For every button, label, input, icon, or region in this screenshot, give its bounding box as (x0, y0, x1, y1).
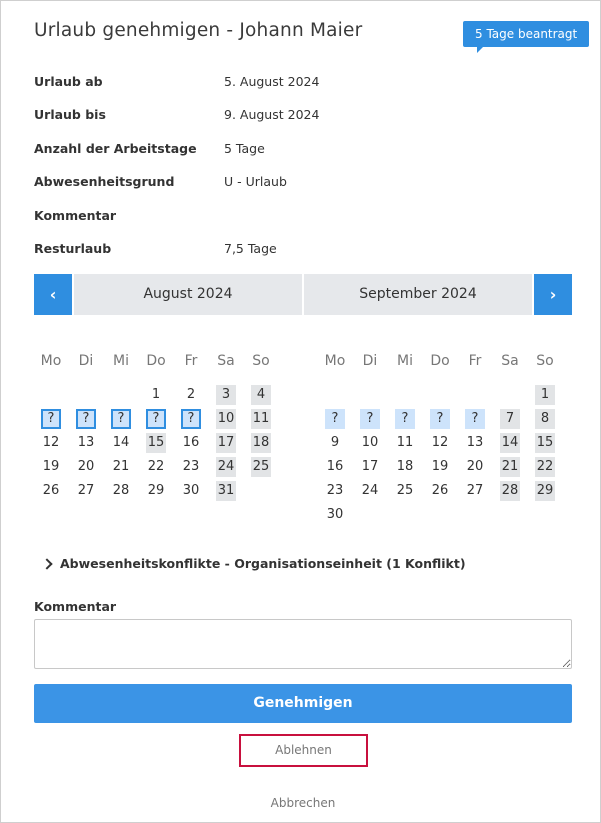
comment-label: Kommentar (34, 599, 117, 614)
calendar-day-pending[interactable]: ? (465, 409, 485, 429)
calendar-day-pending[interactable]: ? (181, 409, 201, 429)
weekday-header: Do (146, 353, 166, 369)
calendar-day[interactable]: 24 (216, 457, 236, 477)
weekday-header: Sa (501, 353, 519, 369)
calendar-day[interactable]: 15 (146, 433, 166, 453)
weekday-header: Fr (184, 353, 198, 369)
info-value: U - Urlaub (224, 174, 287, 189)
info-label: Urlaub bis (34, 107, 106, 122)
calendar-day[interactable]: 2 (186, 387, 196, 402)
calendar-day[interactable]: 26 (42, 483, 60, 498)
calendar-day[interactable]: 17 (216, 433, 236, 453)
chevron-left-icon: ‹ (49, 285, 57, 304)
info-label: Anzahl der Arbeitstage (34, 141, 197, 156)
calendar-day[interactable]: 31 (216, 481, 236, 501)
calendar-day[interactable]: 3 (216, 385, 236, 405)
calendar-day[interactable]: 22 (535, 457, 555, 477)
info-label: Resturlaub (34, 241, 112, 256)
calendar-day[interactable]: 12 (42, 435, 60, 450)
comment-input[interactable] (34, 619, 572, 669)
calendar-day[interactable]: 30 (326, 507, 344, 522)
calendar-day[interactable]: 28 (500, 481, 520, 501)
calendar-day[interactable]: 27 (466, 483, 484, 498)
info-label: Kommentar (34, 208, 117, 223)
calendar-day[interactable]: 9 (330, 435, 340, 450)
approve-button[interactable]: Genehmigen (34, 684, 572, 723)
calendar-day[interactable]: 25 (396, 483, 414, 498)
calendar-day[interactable]: 22 (147, 459, 165, 474)
info-label: Abwesenheitsgrund (34, 174, 175, 189)
calendar-day[interactable]: 24 (361, 483, 379, 498)
calendar-day-pending[interactable]: ? (360, 409, 380, 429)
weekday-header: Di (362, 353, 378, 369)
calendar-day[interactable]: 10 (361, 435, 379, 450)
calendar-day[interactable]: 26 (431, 483, 449, 498)
calendar-day[interactable]: 13 (77, 435, 95, 450)
dialog-title: Urlaub genehmigen - Johann Maier (34, 20, 363, 41)
reject-button[interactable]: Ablehnen (275, 743, 332, 757)
next-month-button[interactable] (534, 274, 572, 315)
info-value: 5. August 2024 (224, 74, 320, 89)
calendar-day[interactable]: 18 (251, 433, 271, 453)
calendar-day[interactable]: 20 (466, 459, 484, 474)
calendar-day[interactable]: 1 (535, 385, 555, 405)
calendar-day[interactable]: 11 (251, 409, 271, 429)
weekday-header: So (252, 353, 270, 369)
weekday-header: Mi (113, 353, 129, 369)
calendar-day[interactable]: 7 (500, 409, 520, 429)
calendar-day-pending[interactable]: ? (111, 409, 131, 429)
weekday-header: Mo (40, 353, 62, 369)
calendar-day[interactable]: 19 (431, 459, 449, 474)
calendar-day[interactable]: 13 (466, 435, 484, 450)
requested-days-badge: 5 Tage beantragt (463, 21, 589, 47)
month-header-september: September 2024 (304, 274, 532, 315)
calendar-day[interactable]: 11 (396, 435, 414, 450)
weekday-header: Mo (324, 353, 346, 369)
weekday-header: Fr (468, 353, 482, 369)
reject-highlight-frame (239, 734, 368, 767)
calendar-day-pending[interactable]: ? (76, 409, 96, 429)
weekday-header: Mi (397, 353, 413, 369)
calendar-day[interactable]: 12 (431, 435, 449, 450)
info-label: Urlaub ab (34, 74, 103, 89)
calendar-day[interactable]: 29 (535, 481, 555, 501)
info-value: 7,5 Tage (224, 241, 277, 256)
calendar-day[interactable]: 28 (112, 483, 130, 498)
info-value: 5 Tage (224, 141, 265, 156)
weekday-header: Di (78, 353, 94, 369)
calendar-day-pending[interactable]: ? (325, 409, 345, 429)
weekday-header: Sa (217, 353, 235, 369)
calendar-day[interactable]: 21 (112, 459, 130, 474)
calendar-day[interactable]: 18 (396, 459, 414, 474)
calendar-day[interactable]: 16 (182, 435, 200, 450)
calendar-day[interactable]: 23 (326, 483, 344, 498)
weekday-header: So (536, 353, 554, 369)
calendar-day[interactable]: 27 (77, 483, 95, 498)
calendar-day[interactable]: 29 (147, 483, 165, 498)
calendar-day-pending[interactable]: ? (430, 409, 450, 429)
cancel-button[interactable]: Abbrechen (270, 796, 336, 810)
chevron-right-icon (41, 558, 52, 569)
calendar-day[interactable]: 4 (251, 385, 271, 405)
absence-conflicts-label: Abwesenheitskonflikte - Organisationseinheit (1 Konflikt) (60, 556, 466, 571)
calendar-day[interactable]: 14 (112, 435, 130, 450)
calendar-day[interactable]: 10 (216, 409, 236, 429)
calendar-day[interactable]: 1 (151, 387, 161, 402)
calendar-day[interactable]: 14 (500, 433, 520, 453)
calendar-day[interactable]: 15 (535, 433, 555, 453)
calendar-day-pending[interactable]: ? (41, 409, 61, 429)
absence-conflicts-toggle[interactable] (43, 556, 466, 571)
calendar-day[interactable]: 16 (326, 459, 344, 474)
previous-month-button[interactable] (34, 274, 72, 315)
weekday-header: Do (430, 353, 450, 369)
month-header-august: August 2024 (74, 274, 302, 315)
calendar-day[interactable]: 30 (182, 483, 200, 498)
calendar-day[interactable]: 17 (361, 459, 379, 474)
calendar-day[interactable]: 8 (535, 409, 555, 429)
calendar-day-pending[interactable]: ? (395, 409, 415, 429)
calendar-day[interactable]: 20 (77, 459, 95, 474)
calendar-day[interactable]: 19 (42, 459, 60, 474)
info-value: 9. August 2024 (224, 107, 320, 122)
calendar-day[interactable]: 25 (251, 457, 271, 477)
calendar-day-pending[interactable]: ? (146, 409, 166, 429)
chevron-right-icon: › (549, 285, 557, 304)
calendar-day[interactable]: 21 (500, 457, 520, 477)
calendar-day[interactable]: 23 (182, 459, 200, 474)
